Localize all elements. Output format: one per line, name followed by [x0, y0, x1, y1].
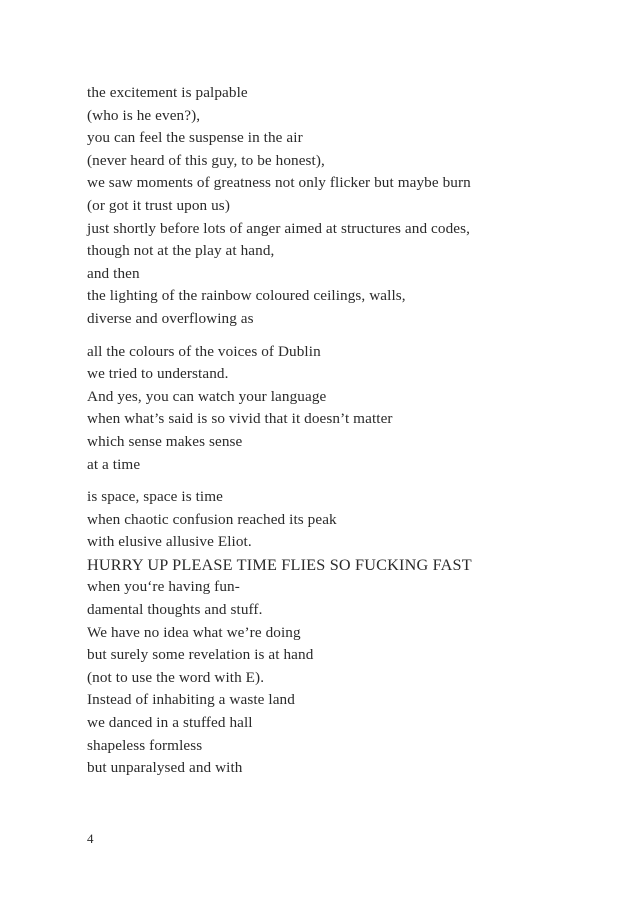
stanza-3	[87, 486, 607, 780]
poem-line: we saw moments of greatness not only flicker but maybe burn	[87, 174, 471, 192]
poem-line-caps: HURRY UP PLEASE TIME FLIES SO FUCKING FAST	[87, 555, 472, 574]
poem-line: is space, space is time	[87, 488, 223, 506]
poem-line: (who is he even?),	[87, 106, 201, 124]
poem-line: but surely some revelation is at hand	[87, 646, 314, 664]
poem-line: the lighting of the rainbow coloured ceilings, walls,	[87, 287, 406, 305]
poem-line: when what’s said is so vivid that it doesn’t matter	[87, 410, 393, 428]
poem-line: though not at the play at hand,	[87, 242, 275, 260]
poem-line: (never heard of this guy, to be honest),	[87, 151, 325, 169]
poem-line: we tried to understand.	[87, 365, 229, 383]
poem-line: we danced in a stuffed hall	[87, 714, 253, 732]
poem-line: when chaotic confusion reached its peak	[87, 510, 337, 528]
poem-line: and then	[87, 264, 140, 282]
stanza-1	[87, 82, 607, 331]
poem-line: which sense makes sense	[87, 432, 243, 450]
poem-line: (or got it trust upon us)	[87, 196, 230, 214]
poem-line: but unparalysed and with	[87, 759, 243, 777]
poem-line: Instead of inhabiting a waste land	[87, 691, 295, 709]
poem-line: (not to use the word with E).	[87, 668, 265, 686]
poem-line: just shortly before lots of anger aimed at structures and codes,	[87, 219, 471, 237]
poem-line: at a time	[87, 455, 141, 473]
poem-line: you can feel the suspense in the air	[87, 129, 303, 147]
poem-line: the excitement is palpable	[87, 84, 248, 101]
page-number: 4	[87, 831, 94, 846]
poem-line: all the colours of the voices of Dublin	[87, 342, 321, 360]
poem-line: damental thoughts and stuff.	[87, 601, 263, 619]
poem-line: And yes, you can watch your language	[87, 387, 327, 405]
poem-line: We have no idea what we’re doing	[87, 623, 301, 641]
stanza-2	[87, 341, 607, 477]
poem-line: diverse and overflowing as	[87, 309, 254, 327]
poem-text	[87, 82, 607, 780]
poem-line: when you‘re having fun-	[87, 578, 240, 596]
poem-line: with elusive allusive Eliot.	[87, 533, 252, 551]
poem-line: shapeless formless	[87, 736, 203, 754]
